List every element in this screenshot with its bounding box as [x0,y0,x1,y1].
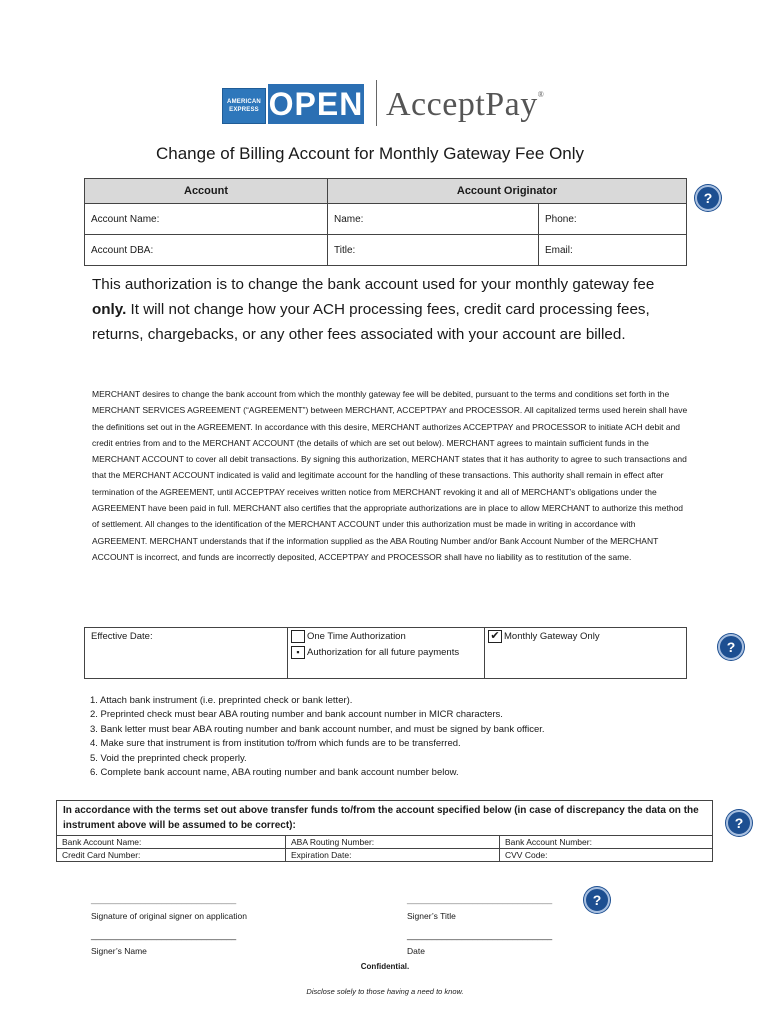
phone-field[interactable]: Phone: [539,204,687,235]
signature-line[interactable]: _____________________________ [91,894,237,904]
amex-logo-line1: AMERICAN [227,99,261,105]
one-time-label: One Time Authorization [307,631,406,643]
help-icon[interactable]: ? [718,634,744,660]
instruction-item: 2. Preprinted check must bear ABA routing number and bank account number in MICR characters. [90,709,503,721]
expiration-field[interactable]: Expiration Date: [286,849,500,862]
acceptpay-wordmark: AcceptPay [386,86,538,123]
effective-date-field[interactable] [85,628,288,679]
registered-mark: ® [537,90,545,99]
one-time-checkbox[interactable] [291,630,305,643]
aba-routing-field[interactable]: ABA Routing Number: [286,836,500,849]
account-header: Account [85,179,328,204]
bank-account-number-field[interactable]: Bank Account Number: [500,836,713,849]
title-field[interactable]: Title: [328,235,539,266]
email-field[interactable]: Email: [539,235,687,266]
authorization-terms: MERCHANT desires to change the bank account from which the monthly gateway fee will be debited, pursuant to the terms and conditions set forth in the MERCHANT SERVICES AGREEMENT (“AGREEMENT”) between MERCHANT, ACCEPTPAY and PROCESSOR. All capitalized terms used herein shall have the definitions set out in the AGREEMENT. In accordance with this desire, MERCHANT authorizes ACCEPTPAY and PROCESSOR to initiate ACH debit and credit entries from and to the MERCHANT ACCOUNT (the details of which are set out below). MERCHANT agrees to maintain sufficient funds in the MERCHANT ACCOUNT to cover all debit transactions. By signing this authorization, MERCHANT states that it has authority to agree to such transactions and that the MERCHANT ACCOUNT indicated is valid and legitimate account for the handling of these transactions. This authority shall remain in effect after termination of the AGREEMENT, until ACCEPTPAY receives written notice from MERCHANT revoking it and all of MERCHANT’s obligations under the AGREEMENT have been paid in full. MERCHANT also certifies that the appropriate authorizations are in place to allow MERCHANT to authorize this method of settlement. All changes to the identification of the MERCHANT ACCOUNT under this authorization must be made in writing in accordance with AGREEMENT. MERCHANT understands that if the information supplied as the ABA Routing Number and/or Bank Account Number of the MERCHANT ACCOUNT is incorrect, and funds are incorrectly deposited, ACCEPTPAY and PROCESSOR shall have no liability as to restitution of the same. [92,389,688,562]
lead-text-part2: It will not change how your ACH processing fees, credit card processing fees, returns, chargebacks, or any other fees associated with your account are billed. [92,301,650,343]
instruction-item: 4. Make sure that instrument is from institution to/from which funds are to be transferred. [90,738,461,750]
authorization-type-cell [288,628,485,679]
future-payments-checkbox[interactable]: ▪ [291,646,305,659]
transfer-section [56,800,713,862]
logo-divider [376,80,377,126]
transfer-heading: In accordance with the terms set out above transfer funds to/from the account specified below (in case of discrepancy the data on the instrument above will be assumed to be correct): [56,800,713,835]
account-table [84,178,687,266]
open-logo: OPEN [268,84,364,124]
signer-title-label: Signer’s Title [407,911,456,921]
instructions-list [90,694,690,780]
cvv-field[interactable]: CVV Code: [500,849,713,862]
one-time-option[interactable] [291,630,481,646]
effective-date-table [84,627,687,679]
account-dba-field[interactable]: Account DBA: [85,235,328,266]
instruction-item: 3. Bank letter must bear ABA routing number and bank account number, and must be signed by bank officer. [90,723,545,735]
signer-name-label: Signer’s Name [91,946,147,956]
amex-logo-line2: EXPRESS [229,107,259,113]
monthly-gateway-label: Monthly Gateway Only [504,631,600,643]
instruction-item: 5. Void the preprinted check properly. [90,752,247,764]
authorization-summary [92,272,692,347]
signer-title-line[interactable]: _____________________________ [407,894,553,904]
help-icon[interactable]: ? [726,810,752,836]
future-payments-label: Authorization for all future payments [307,647,460,659]
signer-name-line[interactable]: _____________________________ [91,930,237,940]
original-signer-label: Signature of original signer on application [91,911,247,921]
lead-text-bold: only. [92,301,127,318]
acceptpay-logo [386,86,544,124]
bank-account-name-field[interactable]: Bank Account Name: [57,836,286,849]
monthly-gateway-checkbox[interactable]: ✔ [488,630,502,643]
name-field[interactable]: Name: [328,204,539,235]
monthly-gateway-option[interactable] [488,630,683,646]
date-label: Date [407,946,425,956]
help-icon[interactable]: ? [584,887,610,913]
help-icon[interactable]: ? [695,185,721,211]
lead-text-part1: This authorization is to change the bank account used for your monthly gateway fee [92,276,655,293]
monthly-gateway-cell [485,628,687,679]
bank-details-table [56,835,713,862]
american-express-logo [222,88,266,124]
page-title: Change of Billing Account for Monthly Gateway Fee Only [155,144,585,163]
instruction-item: 6. Complete bank account name, ABA routing number and bank account number below. [90,767,459,779]
credit-card-field[interactable]: Credit Card Number: [57,849,286,862]
account-name-field[interactable]: Account Name: [85,204,328,235]
disclosure-note: Disclose solely to those having a need to know. [306,987,464,996]
instruction-item: 1. Attach bank instrument (i.e. preprinted check or bank letter). [90,695,353,706]
account-originator-header: Account Originator [328,179,687,204]
future-payments-option[interactable] [291,646,481,662]
confidential-note: Confidential. [360,962,410,971]
date-line[interactable]: _____________________________ [407,930,553,940]
effective-date-label: Effective Date: [91,631,153,642]
